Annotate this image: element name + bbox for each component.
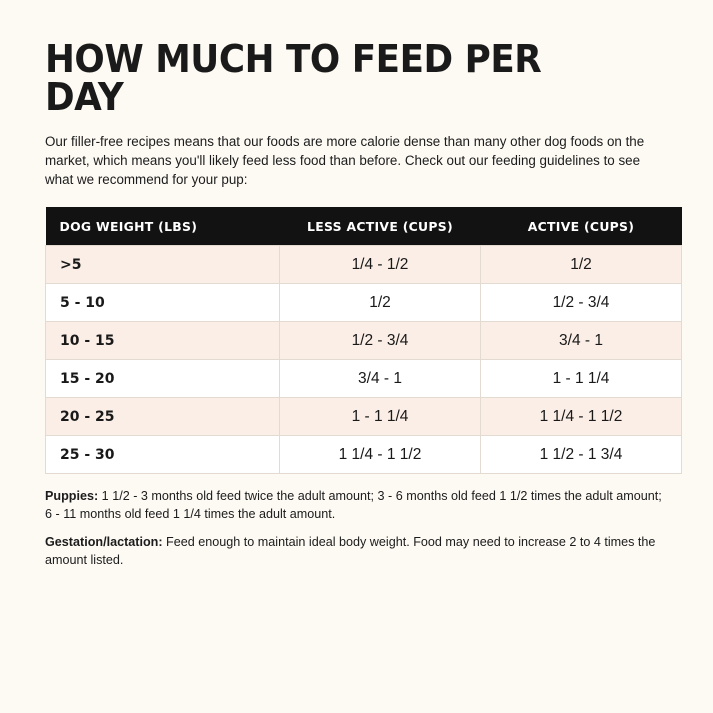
- table-row: [46, 284, 682, 322]
- cell-active: 3/4 - 1: [481, 322, 682, 360]
- table-row: [46, 398, 682, 436]
- cell-active: 1/2 - 3/4: [481, 284, 682, 322]
- feeding-chart-table: [45, 207, 682, 474]
- table-row: [46, 322, 682, 360]
- footnote-text: 1 1/2 - 3 months old feed twice the adult amount; 3 - 6 months old feed 1 1/2 times the adult amount; 6 - 11 months old feed 1 1/4 times the adult amount.: [45, 489, 662, 521]
- cell-less-active: 1/4 - 1/2: [280, 246, 481, 284]
- table-row: [46, 246, 682, 284]
- cell-active: 1/2: [481, 246, 682, 284]
- page-title: HOW MUCH TO FEED PER DAY: [45, 37, 542, 119]
- footnote-label: Gestation/lactation:: [45, 534, 163, 549]
- cell-dog-weight: 5 - 10: [46, 284, 280, 322]
- cell-active: 1 1/2 - 1 3/4: [481, 436, 682, 474]
- cell-less-active: 1/2 - 3/4: [280, 322, 481, 360]
- footnote-label: Puppies:: [45, 489, 99, 504]
- footnote-text: Feed enough to maintain ideal body weight. Food may need to increase 2 to 4 times the amount listed.: [45, 534, 656, 567]
- footnote-puppies: [45, 488, 668, 524]
- table-row: [46, 360, 682, 398]
- intro-paragraph: Our filler-free recipes means that our foods are more calorie dense than many other dog foods on the market, which means you'll likely feed less food than before. Check out our feeding guidelines to see what we recommend for your pup:: [45, 134, 645, 188]
- cell-less-active: 1 - 1 1/4: [280, 398, 481, 436]
- table-header: [46, 207, 682, 246]
- column-header-dog-weight: DOG WEIGHT (LBS): [46, 207, 280, 246]
- cell-active: 1 - 1 1/4: [481, 360, 682, 398]
- cell-dog-weight: 25 - 30: [46, 436, 280, 474]
- column-header-active: ACTIVE (CUPS): [481, 207, 682, 246]
- footnotes: [45, 488, 668, 570]
- cell-dog-weight: 10 - 15: [46, 322, 280, 360]
- cell-less-active: 1/2: [280, 284, 481, 322]
- cell-less-active: 3/4 - 1: [280, 360, 481, 398]
- column-header-less-active: LESS ACTIVE (CUPS): [280, 207, 481, 246]
- cell-dog-weight: 15 - 20: [46, 360, 280, 398]
- cell-dog-weight: >5: [46, 246, 280, 284]
- table-row: [46, 436, 682, 474]
- cell-active: 1 1/4 - 1 1/2: [481, 398, 682, 436]
- cell-dog-weight: 20 - 25: [46, 398, 280, 436]
- table-header-row: [46, 207, 682, 246]
- footnote-gestation-lactation: [45, 534, 668, 570]
- cell-less-active: 1 1/4 - 1 1/2: [280, 436, 481, 474]
- table-body: [46, 246, 682, 474]
